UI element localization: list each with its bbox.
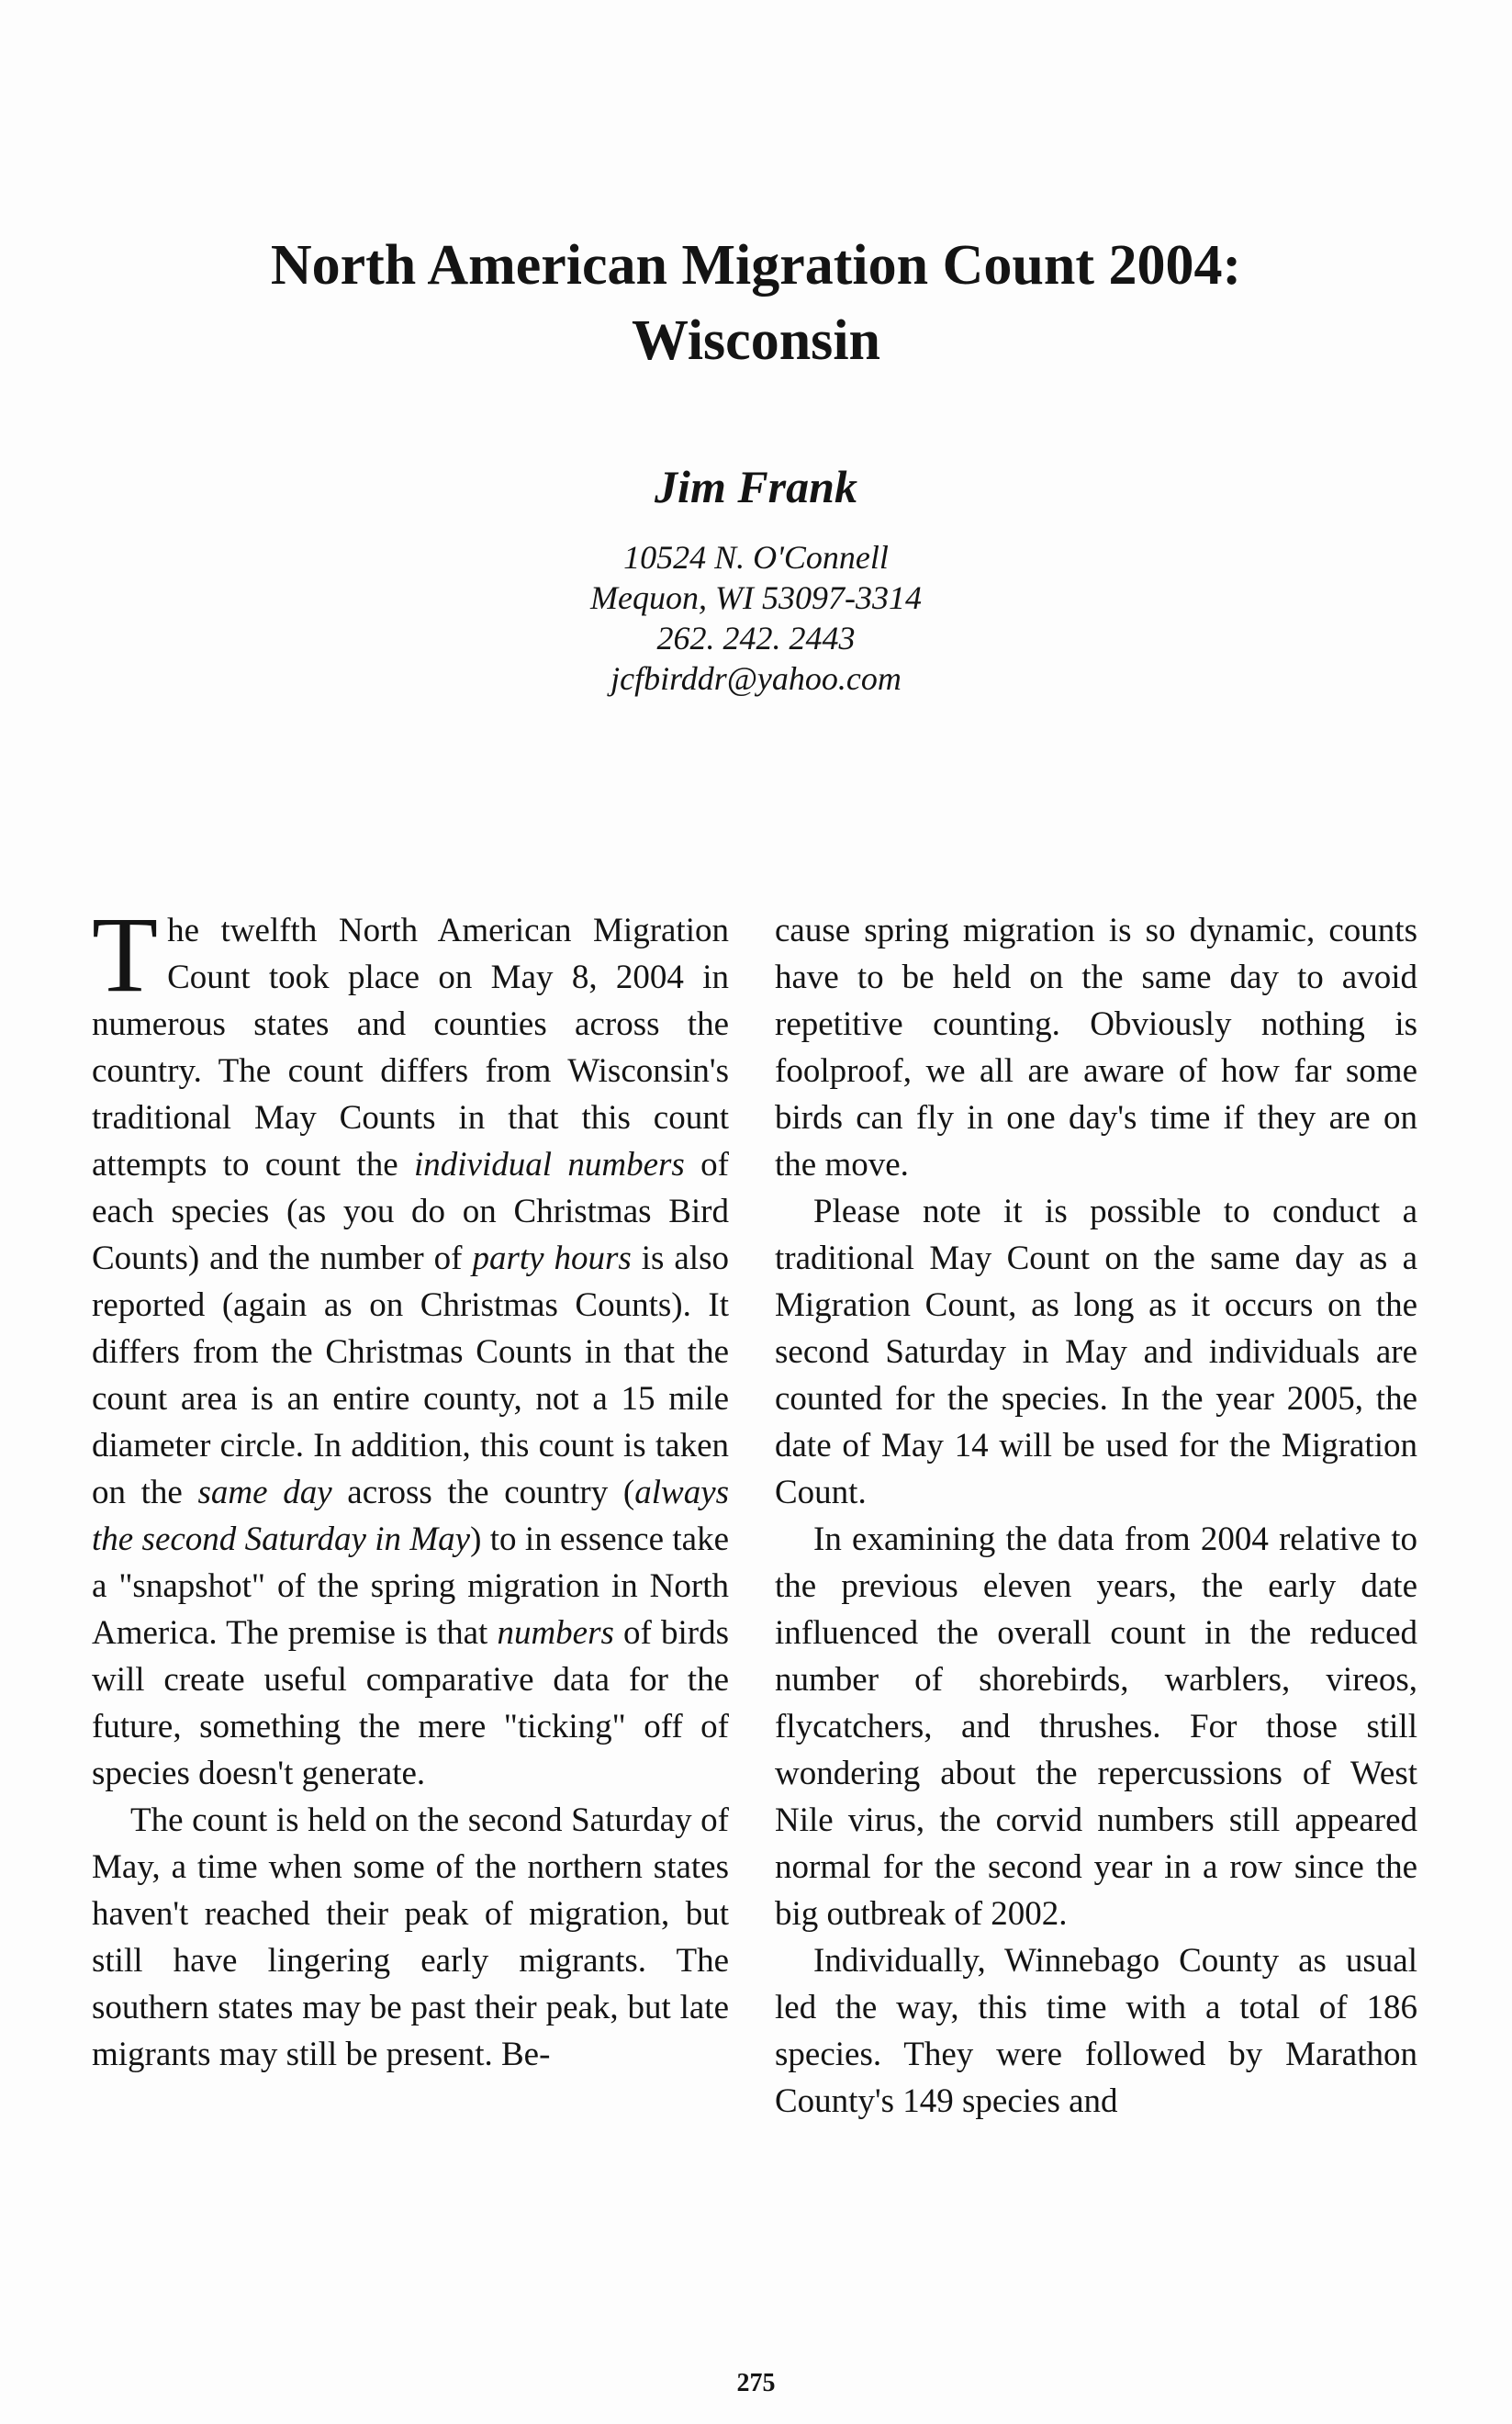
address-city: Mequon, WI 53097-3314: [590, 579, 922, 616]
drop-cap: T: [92, 894, 159, 1015]
left-column: [92, 894, 730, 2078]
paragraph-2-part-2: cause spring migration is so dynamic, counts have to be held on the same day to avoid repetitive counting. Obviously nothing is foolproof, we all are aware of how far some birds can fly in one day's time if they are on the move.: [775, 912, 1417, 1184]
paragraph-5: Individually, Winnebago County as usual led the way, this time with a total of 186 species. They were followed by Marathon County's 149 species and: [775, 1942, 1417, 2120]
paragraph-3: Please note it is possible to conduct a traditional May Count on the same day as a Migration Count, as long as it occurs on the second Saturday in May and individuals are counted for the species. In the year 2005, the date of May 14 will be used for the Migration Count.: [775, 1193, 1417, 1511]
paragraph-4: In examining the data from 2004 relative to the previous eleven years, the early date influenced the overall count in the reduced number of shorebirds, warblers, vireos, flycatchers, and thrushes. For those still wondering about the repercussions of West Nile virus, the corvid numbers still appeared normal for the second year in a row since the big outbreak of 2002.: [775, 1521, 1417, 1933]
author-address: [0, 537, 1512, 699]
address-email: jcfbirddr@yahoo.com: [610, 660, 902, 697]
title-line-1: North American Migration Count 2004:: [270, 234, 1242, 297]
paragraph-1: The twelfth North American Migration Count took place on May 8, 2004 in numerous states and counties across the country. The count differs from Wisconsin's traditional May Counts in that this count attempts to count the individual numbers of each species (as you do on Christmas Bird Counts) and the number of party hours is also reported (again as on Christmas Counts). It differs from the Christmas Counts in that the count area is an entire county, not a 15 mile diameter circle. In addition, this count is taken on the same day across the country (always the second Saturday in May) to in essence take a "snapshot" of the spring migration in North America. The premise is that numbers of birds will create useful comparative data for the future, something the mere "ticking" off of species doesn't generate.: [92, 894, 730, 1792]
title-line-2: Wisconsin: [631, 309, 881, 372]
author-name: Jim Frank: [655, 461, 857, 512]
right-column: [775, 907, 1417, 2125]
article-title: [0, 228, 1512, 378]
address-street: 10524 N. O'Connell: [623, 539, 889, 576]
address-phone: 262. 242. 2443: [656, 620, 856, 656]
paragraph-2-part-1: The count is held on the second Saturday of May, a time when some of the northern states haven't reached their peak of migration, but still have lingering early migrants. The southern states may be past their peak, but late migrants may still be present. Be-: [92, 1801, 729, 2073]
page-number: 275: [736, 2369, 776, 2397]
